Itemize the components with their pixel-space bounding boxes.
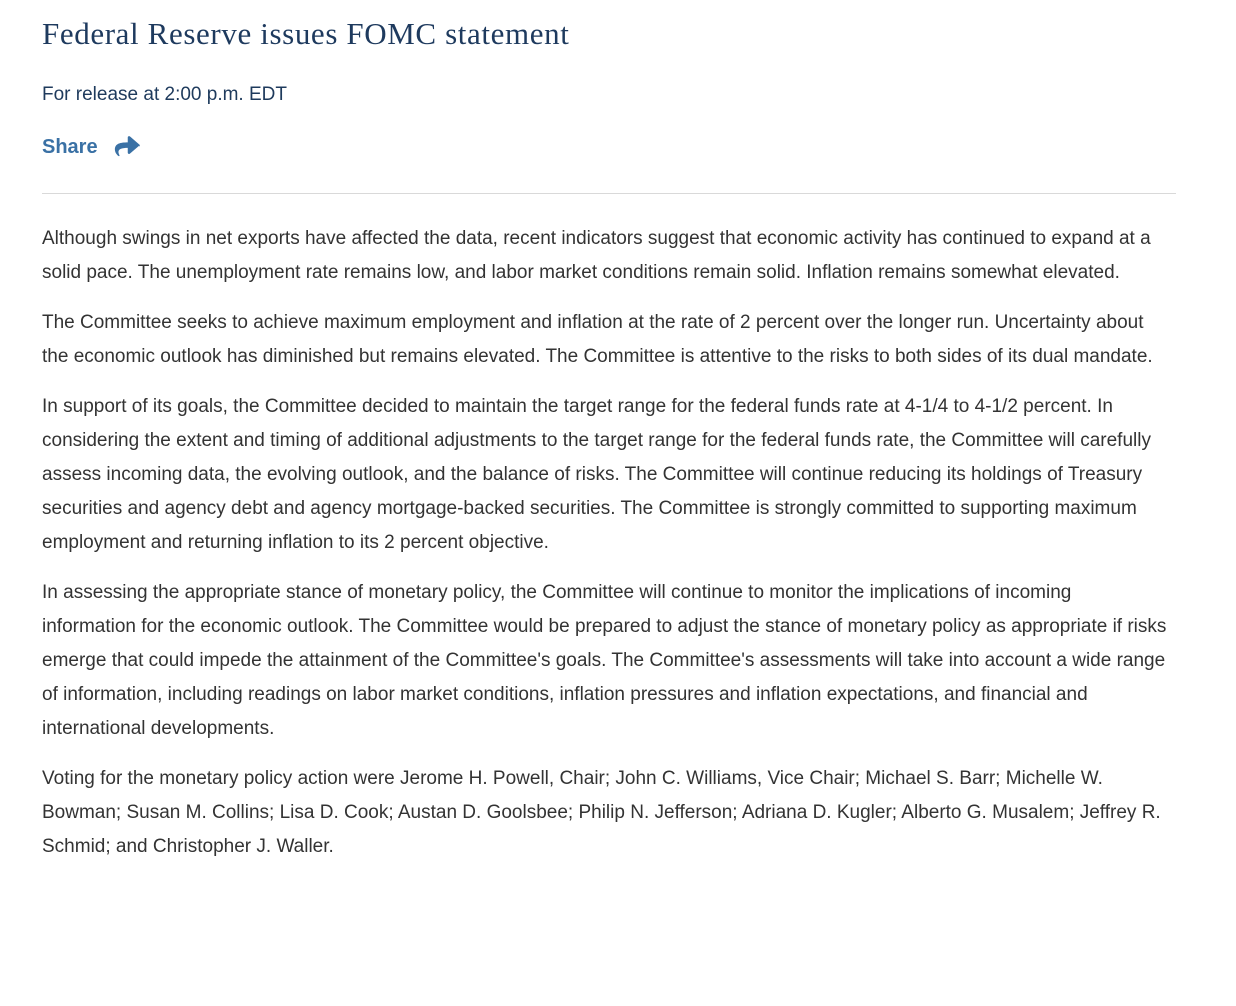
share-label: Share <box>42 135 98 158</box>
statement-paragraph-3: In support of its goals, the Committee decided to maintain the target range for the federal funds rate at 4-1/4 to 4-1/2 percent. In considering the extent and timing of additional adjustments to the target range for the federal funds rate, the Committee will carefully assess incoming data, the evolving outlook, and the balance of risks. The Committee will continue reducing its holdings of Treasury securities and agency debt and agency mortgage-backed securities. The Committee is strongly committed to supporting maximum employment and returning inflation to its 2 percent objective. <box>42 396 1151 553</box>
share-arrow-icon <box>108 133 144 161</box>
release-time: For release at 2:00 p.m. EDT <box>42 84 287 105</box>
statement-paragraph-1: Although swings in net exports have affected the data, recent indicators suggest that economic activity has continued to expand at a solid pace. The unemployment rate remains low, and labor market conditions remain solid. Inflation remains somewhat elevated. <box>42 228 1151 283</box>
divider <box>42 193 1176 194</box>
statement-paragraph-2: The Committee seeks to achieve maximum employment and inflation at the rate of 2 percent over the longer run. Uncertainty about the economic outlook has diminished but remains elevated. The Committee is attentive to the risks to both sides of its dual mandate. <box>42 312 1153 367</box>
statement-paragraph-4: In assessing the appropriate stance of monetary policy, the Committee will continue to monitor the implications of incoming information for the economic outlook. The Committee would be prepared to adjust the stance of monetary policy as appropriate if risks emerge that could impede the attainment of the Committee's goals. The Committee's assessments will take into account a wide range of information, including readings on labor market conditions, inflation pressures and inflation expectations, and financial and international developments. <box>42 582 1167 739</box>
page-title: Federal Reserve issues FOMC statement <box>42 16 570 51</box>
statement-paragraph-5: Voting for the monetary policy action were Jerome H. Powell, Chair; John C. Williams, Vice Chair; Michael S. Barr; Michelle W. Bowman; Susan M. Collins; Lisa D. Cook; Austan D. Goolsbee; Philip N. Jefferson; Adriana D. Kugler; Alberto G. Musalem; Jeffrey R. Schmid; and Christopher J. Waller. <box>42 768 1161 857</box>
share-link[interactable] <box>42 132 144 162</box>
statement-body <box>42 222 1170 864</box>
